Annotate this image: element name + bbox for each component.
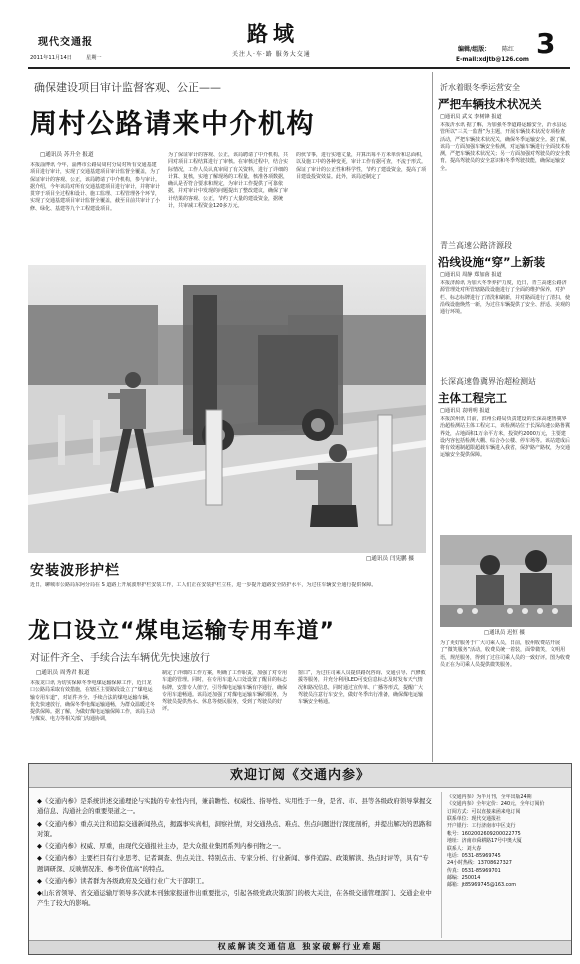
longkou-headline: 龙口设立“煤电运输专用车道” — [28, 619, 335, 644]
photo-caption: □通讯员 闫宪鹏 摄 — [366, 556, 414, 562]
right-photo-caption: □通讯员 迟恒 摄 — [484, 630, 525, 636]
subscribe-item: ◆《交通内参》权威、厚重，由现代交通报社主办，是大众报业集团系列内参刊物之一。 — [37, 842, 285, 850]
guardrail-text: 近日，聊城市公路局东阿分局在 S 道路上开展波形护栏安装工作，工人们正在安装护栏立柱，进一步提升道路安全防护水平，为过往车辆安全通行提供保障。 — [30, 582, 377, 588]
subscribe-side-line: 传真：0531-85969701 — [447, 867, 501, 874]
subscribe-side-line: 电话：0531-85969745 — [447, 852, 501, 859]
longkou-col3: 窗口”，为过往司乘人员提供路况咨询、交通引导、汽修救援等服务，并充分利用LED可变信息标志及时发布天气情况和路况信息，同时通过宣传单、广播等形式，提醒广大驾驶员注意行车安全，做好冬季出行准备，确保煤电运输车辆安全畅通。 — [298, 670, 426, 705]
subscribe-side-line: 开户银行：工行济南市中区支行 — [447, 823, 516, 830]
subscribe-side-line: 订阅方式：可以直接来函来电订阅 — [447, 808, 521, 815]
right-a1-kicker: 沂水着眼冬季运营安全 — [440, 83, 520, 92]
subscribe-side-line: 地址：济南市舜耕路17号中奥大厦 — [447, 838, 522, 845]
masthead — [0, 0, 580, 68]
editor-email: E-mail:xdjtb@126.com — [456, 57, 529, 63]
paper-name: 现代交通报 — [38, 37, 93, 48]
editor-label: 编辑/组版： — [458, 46, 491, 53]
lead-col3: 的伙节事，进行实地丈量，并算出每平方米单价和总面积，以及施工中的各种变更，审计工作有据可查，不流于形式。保证了审计的公正性和科学性，节约了建设资金，提高了项目建设投资效益。此外，该局还制定了 — [296, 152, 426, 180]
subscribe-side-line: 联系人：刘大春 — [447, 845, 482, 852]
right-a2-text: 本报济源讯 为加大冬季养护力度，近日，青兰高速公路济源管理处对所管辖路段设施进行了全面的维护保养，对护栏、标志标牌进行了清洗和刷新，并对路面进行了清扫，使沿线设施焕然一新，为过往车辆提供了安全、舒适、美观的通行环境。 — [440, 280, 570, 315]
subscribe-side-line: 帐号：1602002609200022775 — [447, 830, 521, 837]
right-a2-byline: □通讯员 周静 郑加茵 报道 — [440, 272, 502, 278]
subscribe-footer: 权威解读交通信息 独家破解行业难题 — [217, 942, 383, 951]
lead-kicker: 确保建设项目审计监督客观、公正—— — [34, 81, 221, 94]
subscribe-item: ◆《交通内参》主要栏目有行业思考、记者调查、焦点关注、特别点击、专家分析、行业新闻、事件追踪、政策解读、热点时评等，具有“专题调研深、反映情况准、参考价值高”的特点。 — [37, 854, 429, 873]
subscribe-title: 欢迎订阅《交通内参》 — [229, 768, 370, 783]
subscribe-items — [37, 796, 435, 936]
lead-col2: 为了保证审计的客观、公正，该局聘请了中介机构，共同对项目工程结算进行了审核。在审核过程中，结合实际情况，工作人员认真审阅了有关资料，进行了详细的计算、复核，实地了解现场的工程量，核准各项数据，确认是否符合要求和规定，为审计工作提供了可靠依据，并对审计中发现的问题提出了整改建议，确保了审计结果的客观、公正，节约了大量的建设资金，据统计，共审减工程资金120多万元。 — [168, 152, 288, 209]
section-title: 路域 — [247, 22, 299, 46]
road-work-illustration — [28, 265, 426, 553]
right-a3-headline: 主体工程完工 — [438, 391, 507, 405]
lead-byline: □通讯员 苏升全 报道 — [40, 152, 94, 158]
right-a1-headline: 严把车辆技术状况关 — [438, 97, 542, 111]
right-a1-byline: □通讯员 武义 李树锋 报道 — [440, 114, 502, 120]
longkou-byline: □通讯员 周秀君 报道 — [36, 670, 90, 676]
subscribe-item: ◆《交通内参》是系统讲述交通理论与实践的专业性内刊，兼前瞻性、权威性、指导性、实用性于一身，是省、市、县等各级政府领导掌握交通信息、沟通社会的重要渠道之一。 — [37, 797, 432, 816]
subscribe-side — [447, 794, 569, 938]
right-a3-text: 本报滨州讯 日前，滨州公路局负责建设的长深高速鲁冀界治超检测站主体工程完工，该检测站位于长深高速公路鲁冀界处，占地面积1万余平方米，投资约2000万元，主要建设内容包括检测大棚、综合办公楼、停车场等。该站建成后将有效遏制超限超载车辆进入我省，保护路产路权，为交通运输安全提供保障。 — [440, 416, 570, 459]
longkou-subhead: 对证件齐全、手续合法车辆优先快速放行 — [30, 653, 210, 664]
right-a2-kicker: 青兰高速公路济源段 — [440, 241, 512, 250]
subscribe-item: ◆《交通内参》重点关注和追踪交通新闻热点，揭露事实真相，洞察社情，对交通热点、难点、焦点问题进行深度剖析，并提出解决的思路和对策。 — [37, 819, 432, 838]
editor-name: 陈红 — [502, 46, 515, 53]
right-a1-text: 本报沂水讯 据了解，为加强冬季道路运输安全，沂水县运管所以“三关一监督”为主题，开展车辆技术状况专项检查活动，严把车辆技术状况关，确保冬季运输安全。据了解，该局一方面加强车辆安全检测，对运输车辆进行全面技术检测，严把车辆技术状况关；另一方面加强对驾驶员的安全教育，提高驾驶员的安全意识和冬季驾驶技能，确保运输安全。 — [440, 122, 570, 172]
service-photo — [440, 535, 572, 627]
subscribe-box — [28, 763, 572, 955]
subscribe-divider — [441, 792, 442, 938]
right-a3-byline: □通讯员 袁明明 报道 — [440, 408, 490, 414]
subscribe-side-line: 邮编：250014 — [447, 874, 481, 881]
longkou-col2: 制定了详细的工作方案，明确了工作职责，加强了对专用车道的管理。同时，在专用车道入口处设置了醒目的标志标牌，安排专人值守，引导煤电运输车辆有序通行，确保专用车道畅通。该局还加强了对煤电运输车辆的服务，为驾驶员提供热水、休息等便民服务，受到了驾驶员的好评。 — [162, 670, 288, 713]
right-column-divider — [432, 72, 433, 762]
subscribe-side-line: 邮箱：jt85969745@163.com — [447, 882, 517, 889]
right-a2-headline: 沿线设施“穿”上新装 — [438, 255, 546, 269]
issue-date: 2011年11月14日 — [30, 55, 72, 61]
masthead-rule — [28, 67, 570, 69]
subscribe-side-line: 联系单位：现代交通报社 — [447, 816, 501, 823]
subscribe-side-line: 《交通内参》为半月刊，全年出版24期 — [447, 794, 532, 800]
subscribe-side-line: 24小时热线：13708627327 — [447, 860, 512, 867]
subscribe-item: ◆山东省领导、省交通运输厅领导多次就本刊独家报道作出重要批示，引起各级党政决策部门的极大关注，在各级交通管理部门、交通企业中产生了较大的影响。 — [37, 889, 432, 908]
road-work-photo — [28, 265, 426, 553]
section-slogan: 关注人·车·路 服务大交通 — [232, 51, 311, 58]
issue-weekday: 星期一 — [86, 55, 102, 61]
right-a3-kicker: 长深高速鲁冀界治超检测站 — [440, 377, 536, 386]
longkou-col1: 本报龙口讯 为切实保障冬季电煤运输保障工作，近日龙口公路局采取有效措施，在辖区主要路段设立了“煤电运输专用车道”，对证件齐全、手续合法的煤电运输车辆，优先快速放行，确保冬季电煤运输通畅，为群众温暖过冬提供保障。据了解，为做好煤电运输保障工作，该局主动与煤炭、电力等相关部门沟通协调， — [30, 680, 155, 723]
subscribe-item: ◆《交通内参》读者群为各级政府及交通行业广大干部职工。 — [37, 876, 209, 885]
subscribe-side-line: 《交通内参》全年定价：240元，全年订阅价 — [447, 801, 545, 808]
right-photo-text: 为了更好服务于广大司乘人员，日前，胶州收费站开展了“微笑服务”活动，收费员统一着装，面带微笑，文明用语，规范服务，得到了过往司乘人员的一致好评。图为收费员正在为司乘人员提供微笑服务。 — [440, 640, 570, 668]
lead-headline: 周村公路请来中介机构 — [30, 109, 315, 140]
page-number: 3 — [536, 27, 556, 60]
lead-col1: 本报淄博讯 今年，淄博市公路局周村分局对所有交通基建项目进行审计，实现了交通基建项目审计监督全覆盖，为了保证审计的客观、公正，该局聘请了中介机构，参与审计。据介绍，今年该局对所有交通基建项目进行审计，并将审计贯穿于项目全过程和设计、施工监理、工程管理各个环节，实现了交通基建项目审计监督全覆盖，截至目前共审计了小修、绿化、基建等九个工程建设项目。 — [30, 162, 160, 212]
guardrail-headline: 安装波形护栏 — [30, 563, 120, 579]
service-illustration — [440, 535, 572, 627]
